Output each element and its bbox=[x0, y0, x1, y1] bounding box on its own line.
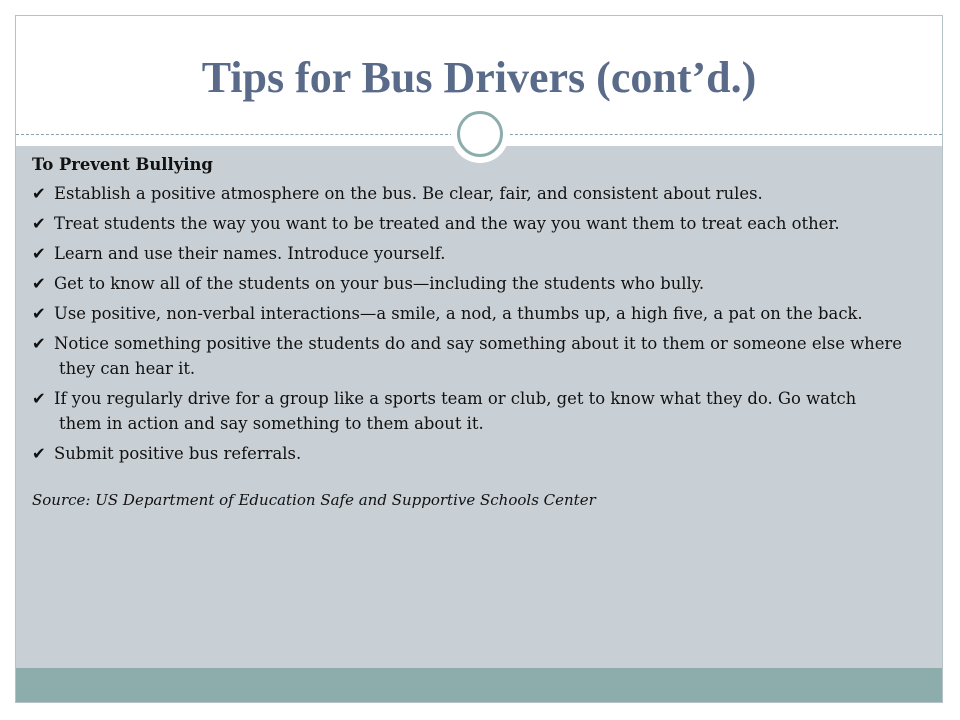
bullet-text: Notice something positive the students do and say something about it to them or someone else where they can hear it. bbox=[54, 334, 902, 378]
footer-bar bbox=[16, 668, 942, 702]
bullet-item bbox=[32, 271, 902, 296]
checkmark-icon: ✔ bbox=[32, 304, 46, 323]
bullet-text: Use positive, non-verbal interactions—a smile, a nod, a thumbs up, a high five, a pat on the back. bbox=[54, 304, 863, 323]
checkmark-icon: ✔ bbox=[32, 389, 46, 408]
bullet-item bbox=[32, 211, 902, 236]
bullet-text: Establish a positive atmosphere on the bus. Be clear, fair, and consistent about rules. bbox=[54, 184, 763, 203]
checkmark-icon: ✔ bbox=[32, 444, 46, 463]
bullet-text: If you regularly drive for a group like a sports team or club, get to know what they do. Go watch them in action and say something to them about it. bbox=[54, 389, 857, 433]
bullet-item bbox=[32, 241, 902, 266]
checkmark-icon: ✔ bbox=[32, 244, 46, 263]
checkmark-icon: ✔ bbox=[32, 214, 46, 233]
slide-body bbox=[32, 152, 902, 513]
bullet-item bbox=[32, 181, 902, 206]
checkmark-icon: ✔ bbox=[32, 184, 46, 203]
checkmark-icon: ✔ bbox=[32, 334, 46, 353]
bullet-item bbox=[32, 331, 902, 381]
source-citation: Source: US Department of Education Safe and Supportive Schools Center bbox=[32, 491, 596, 509]
bullet-text: Learn and use their names. Introduce yourself. bbox=[54, 244, 446, 263]
slide-title: Tips for Bus Drivers (cont’d.) bbox=[201, 53, 757, 102]
bullet-text: Get to know all of the students on your bus—including the students who bully. bbox=[54, 274, 705, 293]
ring-inner bbox=[457, 111, 503, 157]
bullet-item bbox=[32, 441, 902, 466]
bullet-item bbox=[32, 301, 902, 326]
section-heading: To Prevent Bullying bbox=[32, 155, 213, 174]
bullet-text: Submit positive bus referrals. bbox=[54, 444, 302, 463]
bullet-item bbox=[32, 386, 902, 436]
checkmark-icon: ✔ bbox=[32, 274, 46, 293]
bullet-text: Treat students the way you want to be treated and the way you want them to treat each other. bbox=[54, 214, 840, 233]
